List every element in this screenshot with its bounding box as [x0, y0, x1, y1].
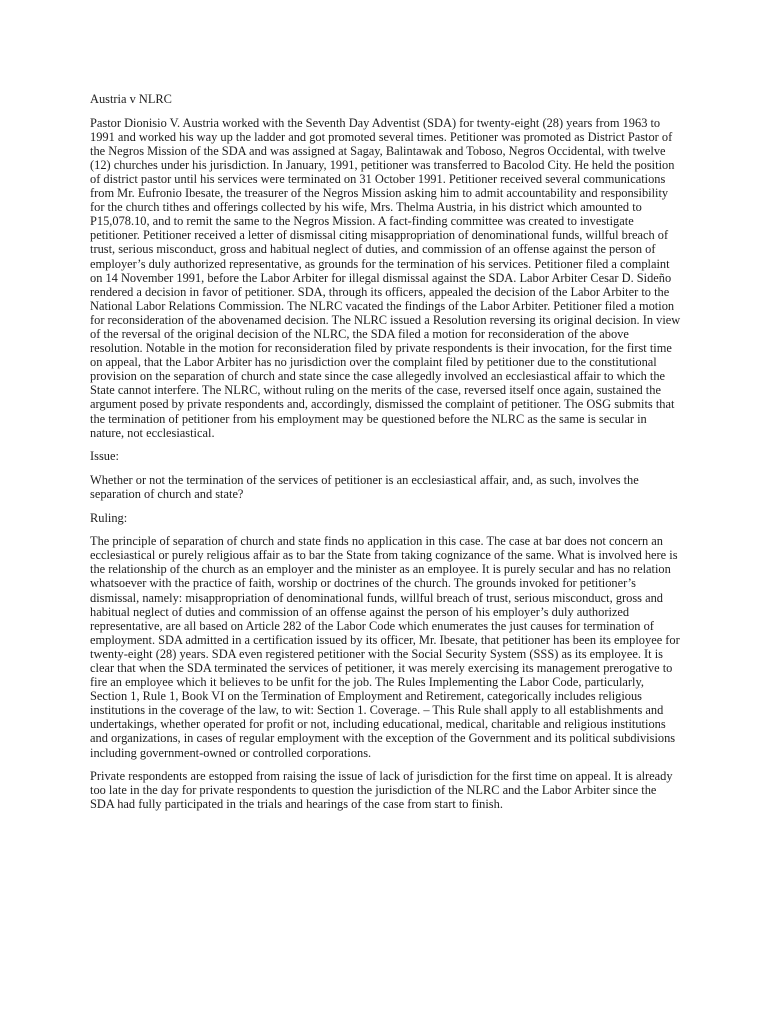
- ruling-paragraph: The principle of separation of church and state finds no application in this case. The case at bar does not concern an ecclesiastical or purely religious affair as to bar the State from taking cognizance of the same. What is involved here is the relationship of the church as an employer and the minister as an employee. It is purely secular and has no relation whatsoever with the practice of faith, worship or doctrines of the church. The grounds invoked for petitioner’s dismissal, namely: misappropriation of denominational funds, willful breach of trust, serious misconduct, gross and habitual neglect of duties and commission of an offense against the person of his employer’s duly authorized representative, are all based on Article 282 of the Labor Code which enumerates the just causes for termination of employment. SDA admitted in a certification issued by its officer, Mr. Ibesate, that petitioner has been its employee for twenty-eight (28) years. SDA even registered petitioner with the Social Security System (SSS) as its employee. It is clear that when the SDA terminated the services of petitioner, it was merely exercising its management prerogative to fire an employee which it believes to be unfit for the job. The Rules Implementing the Labor Code, particularly, Section 1, Rule 1, Book VI on the Termination of Employment and Retirement, categorically includes religious institutions in the coverage of the law, to wit: Section 1. Coverage. – This Rule shall apply to all establishments and undertakings, whether operated for profit or not, including educational, medical, charitable and religious institutions and organizations, in cases of regular employment with the exception of the Government and its political subdivisions including government-owned or controlled corporations.: [90, 534, 680, 760]
- estoppel-paragraph: Private respondents are estopped from raising the issue of lack of jurisdiction for the first time on appeal. It is already too late in the day for private respondents to question the jurisdiction of the NLRC and the Labor Arbiter since the SDA had fully participated in the trials and hearings of the case from start to finish.: [90, 769, 673, 812]
- issue-paragraph: Whether or not the termination of the services of petitioner is an ecclesiastical affair, and, as such, involves the separation of church and state?: [90, 472, 639, 501]
- issue-heading: Issue:: [90, 449, 119, 464]
- document-page: [90, 92, 682, 821]
- facts-paragraph: Pastor Dionisio V. Austria worked with the Seventh Day Adventist (SDA) for twenty-eight (28) years from 1963 to 1991 and worked his way up the ladder and got promoted several times. Petitioner was promoted as District Pastor of the Negros Mission of the SDA and was assigned at Sagay, Balintawak and Toboso, Negros Occidental, with twelve (12) churches under his jurisdiction. In January, 1991, petitioner was transferred to Bacolod City. He held the position of district pastor until his services were terminated on 31 October 1991. Petitioner received several communications from Mr. Eufronio Ibesate, the treasurer of the Negros Mission asking him to admit accountability and responsibility for the church tithes and offerings collected by his wife, Mrs. Thelma Austria, in his district which amounted to P15,078.10, and to remit the same to the Negros Mission. A fact-finding committee was created to investigate petitioner. Petitioner received a letter of dismissal citing misappropriation of denominational funds, willful breach of trust, serious misconduct, gross and habitual neglect of duties, and commission of an offense against the person of employer’s duly authorized representative, as grounds for the termination of his services. Petitioner filed a complaint on 14 November 1991, before the Labor Arbiter for illegal dismissal against the SDA. Labor Arbiter Cesar D. Sideño rendered a decision in favor of petitioner. SDA, through its officers, appealed the decision of the Labor Arbiter to the National Labor Relations Commission. The NLRC vacated the findings of the Labor Arbiter. Petitioner filed a motion for reconsideration of the abovenamed decision. The NLRC issued a Resolution reversing its original decision. In view of the reversal of the original decision of the NLRC, the SDA filed a motion for reconsideration of the above resolution. Notable in the motion for reconsideration filed by private respondents is their invocation, for the first time on appeal, that the Labor Arbiter has no jurisdiction over the complaint filed by petitioner due to the constitutional provision on the separation of church and state since the case allegedly involved an ecclesiastical affair to which the State cannot interfere. The NLRC, without ruling on the merits of the case, reversed itself once again, sustained the argument posed by private respondents and, accordingly, dismissed the complaint of petitioner. The OSG submits that the termination of petitioner from his employment may be questioned before the NLRC as the same is secular in nature, not ecclesiastical.: [90, 115, 681, 440]
- ruling-heading: Ruling:: [90, 510, 128, 525]
- case-title: Austria v NLRC: [90, 92, 172, 106]
